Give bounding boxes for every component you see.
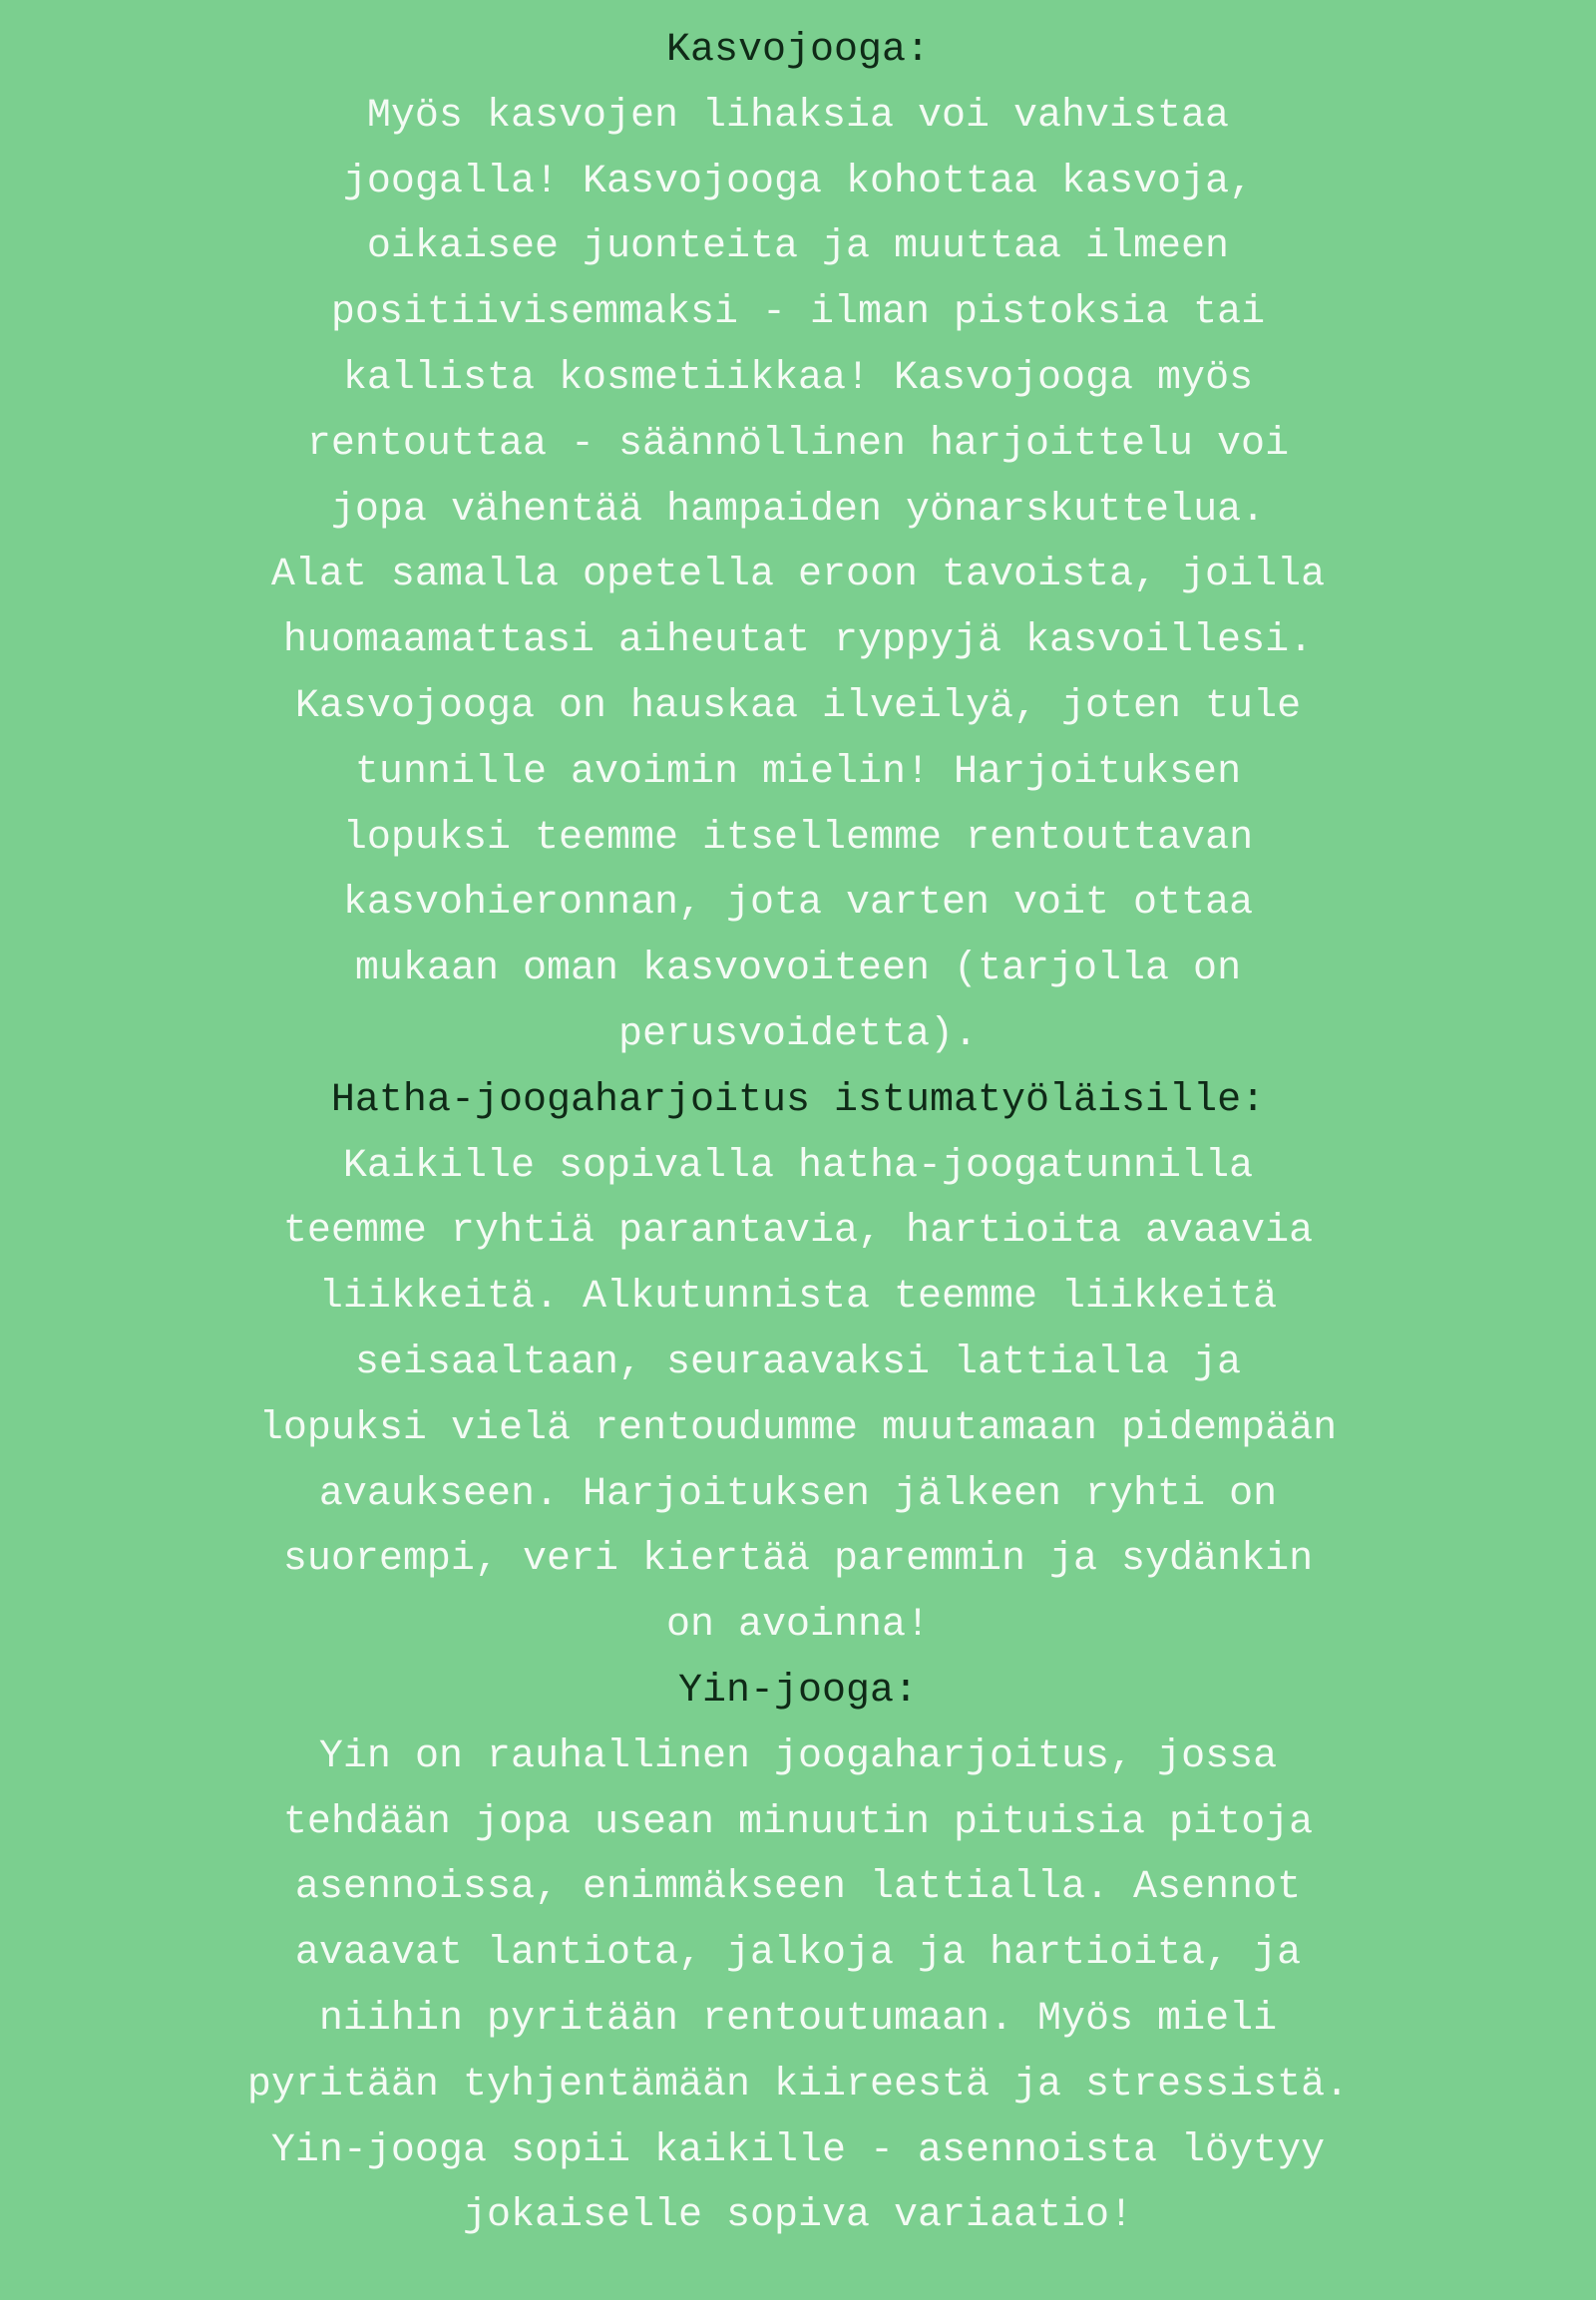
paragraph-line: joogalla! Kasvojooga kohottaa kasvoja, <box>342 159 1254 204</box>
paragraph-line: lopuksi vielä rentoudumme muutamaan pidempään <box>258 1405 1338 1451</box>
paragraph-line: huomaamattasi aiheutat ryppyjä kasvoillesi. <box>282 618 1314 664</box>
paragraph-line: suorempi, veri kiertää paremmin ja sydänkin <box>282 1537 1314 1583</box>
section-heading: Yin-jooga: <box>677 1668 919 1714</box>
paragraph-line: kasvohieronnan, jota varten voit ottaa <box>342 881 1254 927</box>
paragraph-line: on avoinna! <box>665 1603 931 1649</box>
paragraph-line: jopa vähentää hampaiden yönarskuttelua. <box>330 487 1266 533</box>
paragraph-line: oikaisee juonteita ja muuttaa ilmeen <box>366 224 1230 270</box>
paragraph-line: teemme ryhtiä parantavia, hartioita avaavia <box>282 1209 1314 1255</box>
paragraph-line: asennoissa, enimmäkseen lattialla. Asennot <box>294 1865 1302 1911</box>
paragraph-line: pyritään tyhjentämään kiireestä ja stressistä. <box>246 2062 1350 2108</box>
paragraph-line: positiivisemmaksi - ilman pistoksia tai <box>330 290 1266 336</box>
paragraph-line: Alat samalla opetella eroon tavoista, joilla <box>270 553 1326 598</box>
paragraph-line: avaavat lantiota, jalkoja ja hartioita, ja <box>294 1931 1302 1977</box>
section <box>0 1659 1596 2249</box>
paragraph-line: niihin pyritään rentoutumaan. Myös mieli <box>318 1996 1278 2042</box>
paragraph-line: Kaikille sopivalla hatha-joogatunnilla <box>342 1143 1254 1189</box>
paragraph-line: rentouttaa - säännöllinen harjoittelu voi <box>306 421 1290 467</box>
section-heading: Kasvojooga: <box>665 28 931 73</box>
paragraph-line: kallista kosmetiikkaa! Kasvojooga myös <box>342 355 1254 401</box>
paragraph-line: liikkeitä. Alkutunnista teemme liikkeitä <box>318 1275 1278 1321</box>
section-heading: Hatha-joogaharjoitus istumatyöläisille: <box>330 1077 1266 1123</box>
paragraph-line: Kasvojooga on hauskaa ilveilyä, joten tule <box>294 683 1302 729</box>
paragraph-line: jokaiselle sopiva variaatio! <box>462 2193 1134 2239</box>
paragraph-line: seisaaltaan, seuraavaksi lattialla ja <box>354 1340 1242 1385</box>
paragraph-line: avaukseen. Harjoituksen jälkeen ryhti on <box>318 1471 1278 1517</box>
paragraph-line: Yin on rauhallinen joogaharjoitus, jossa <box>318 1733 1278 1779</box>
paragraph-line: tehdään jopa usean minuutin pituisia pitoja <box>282 1799 1314 1845</box>
paragraph-line: Yin-jooga sopii kaikille - asennoista löytyy <box>270 2127 1326 2173</box>
paragraph-line: lopuksi teemme itsellemme rentouttavan <box>342 815 1254 861</box>
paragraph-line: tunnille avoimin mielin! Harjoituksen <box>354 749 1242 795</box>
paragraph-line: Myös kasvojen lihaksia voi vahvistaa <box>366 93 1230 139</box>
section <box>0 18 1596 1068</box>
section <box>0 1068 1596 1659</box>
paragraph-line: mukaan oman kasvovoiteen (tarjolla on <box>354 947 1242 992</box>
paragraph-line: perusvoidetta). <box>617 1011 979 1057</box>
